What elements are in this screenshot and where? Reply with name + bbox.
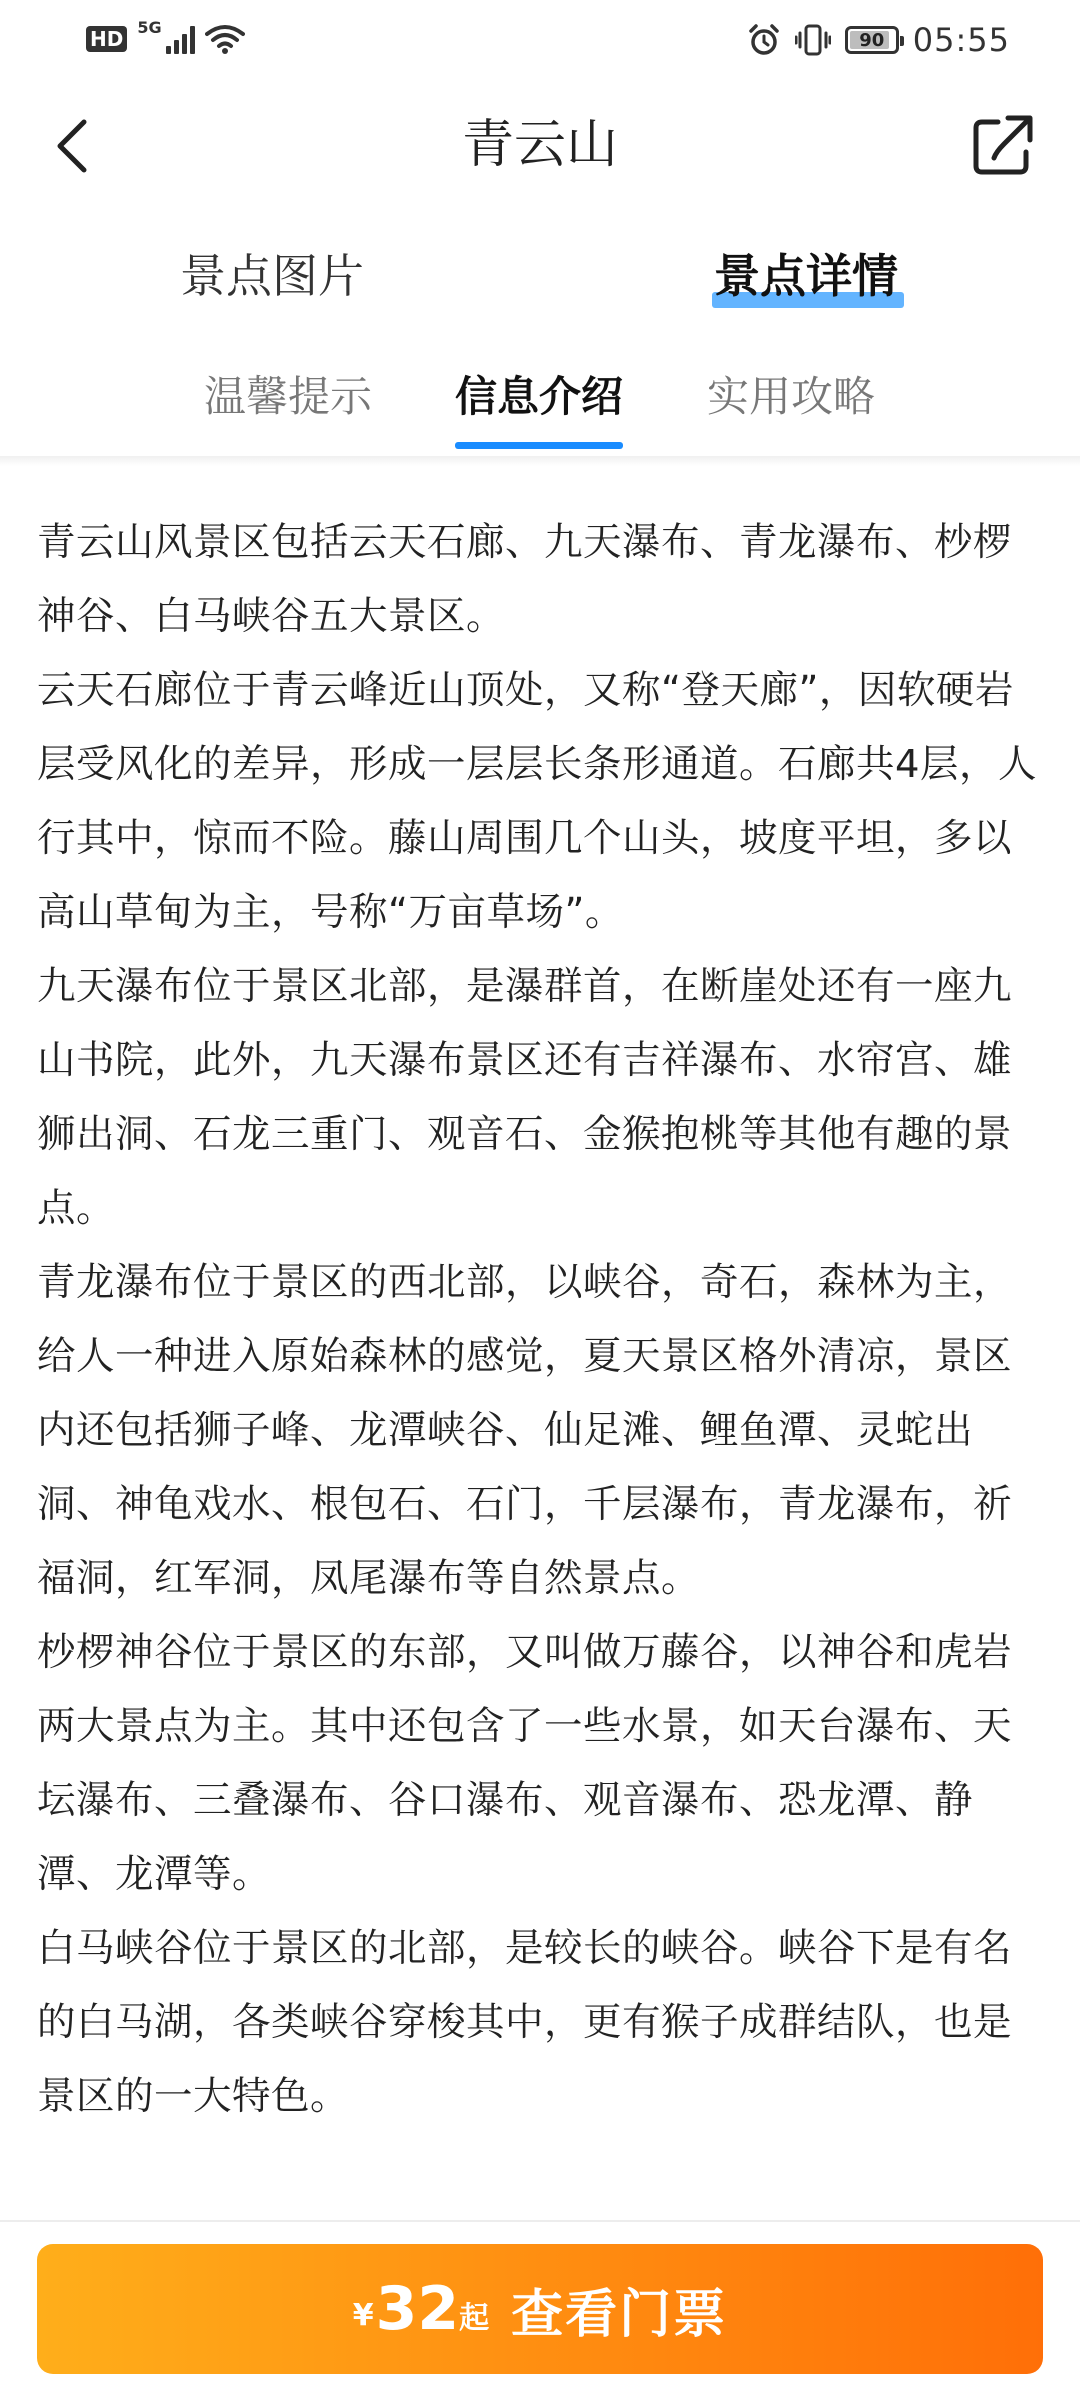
share-icon bbox=[964, 108, 1040, 184]
subtab-guide[interactable]: 实用攻略 bbox=[707, 372, 876, 421]
status-bar bbox=[0, 0, 1080, 80]
info-content bbox=[37, 506, 1047, 2134]
info-paragraph: 青云山风景区包括云天石廊、九天瀑布、青龙瀑布、杪椤神谷、白马峡谷五大景区。 bbox=[37, 520, 1013, 639]
hd-badge: HD bbox=[86, 26, 127, 52]
info-paragraph: 白马峡谷位于景区的北部，是较长的峡谷。峡谷下是有名的白马湖，各类峡谷穿梭其中，更有猴子成群结队，也是景区的一大特色。 bbox=[37, 1926, 1013, 2119]
info-paragraph: 青龙瀑布位于景区的西北部，以峡谷，奇石，森林为主，给人一种进入原始森林的感觉，夏天景区格外清凉，景区内还包括狮子峰、龙潭峡谷、仙足滩、鲤鱼潭、灵蛇出洞、神龟戏水、根包石、石门，千层瀑布，青龙瀑布，祈福洞，红军洞，凤尾瀑布等自然景点。 bbox=[37, 1260, 1013, 1601]
wifi-icon bbox=[205, 23, 245, 55]
tab-scenic-details[interactable]: 景点详情 bbox=[714, 249, 898, 303]
view-tickets-button[interactable] bbox=[37, 2244, 1043, 2374]
vibrate-icon bbox=[795, 23, 831, 57]
page-title: 青云山 bbox=[461, 115, 618, 175]
battery-level: 90 bbox=[859, 29, 885, 51]
alarm-icon bbox=[747, 23, 781, 57]
status-time: 05:55 bbox=[912, 21, 1010, 59]
price-currency: ¥ bbox=[352, 2297, 374, 2333]
header bbox=[0, 80, 1080, 210]
tab-scenic-photos[interactable]: 景点图片 bbox=[180, 249, 364, 303]
status-left bbox=[86, 17, 245, 58]
network-type: 5G bbox=[137, 17, 162, 37]
main-tabs bbox=[0, 236, 1080, 326]
bottom-divider bbox=[0, 2220, 1080, 2222]
info-paragraph: 杪椤神谷位于景区的东部，又叫做万藤谷，以神谷和虎岩两大景点为主。其中还包含了一些水景，如天台瀑布、天坛瀑布、三叠瀑布、谷口瀑布、观音瀑布、恐龙潭、静潭、龙潭等。 bbox=[37, 1630, 1013, 1897]
subtab-info[interactable]: 信息介绍 bbox=[455, 372, 624, 421]
share-button[interactable] bbox=[964, 108, 1040, 184]
sub-tabs bbox=[0, 360, 1080, 456]
price-suffix: 起 bbox=[459, 2301, 490, 2336]
info-paragraph: 云天石廊位于青云峰近山顶处，又称“登天廊”，因软硬岩层受风化的差异，形成一层层长条形通道。石廊共4层，人行其中，惊而不险。藤山周围几个山头，坡度平坦，多以高山草甸为主，号称“万亩草场”。 bbox=[37, 668, 1037, 935]
battery-icon bbox=[845, 26, 899, 54]
info-paragraph: 九天瀑布位于景区北部，是瀑群首，在断崖处还有一座九山书院，此外，九天瀑布景区还有吉祥瀑布、水帘宫、雄狮出洞、石龙三重门、观音石、金猴抱桃等其他有趣的景点。 bbox=[37, 964, 1013, 1231]
tabs-divider bbox=[0, 456, 1080, 466]
view-tickets-label: 查看门票 bbox=[511, 2284, 728, 2345]
subtab-tips[interactable]: 温馨提示 bbox=[204, 372, 373, 421]
price-value: 32 bbox=[375, 2274, 460, 2344]
subtab-indicator bbox=[455, 442, 623, 449]
status-right bbox=[747, 18, 1010, 62]
signal-icon bbox=[166, 24, 195, 54]
